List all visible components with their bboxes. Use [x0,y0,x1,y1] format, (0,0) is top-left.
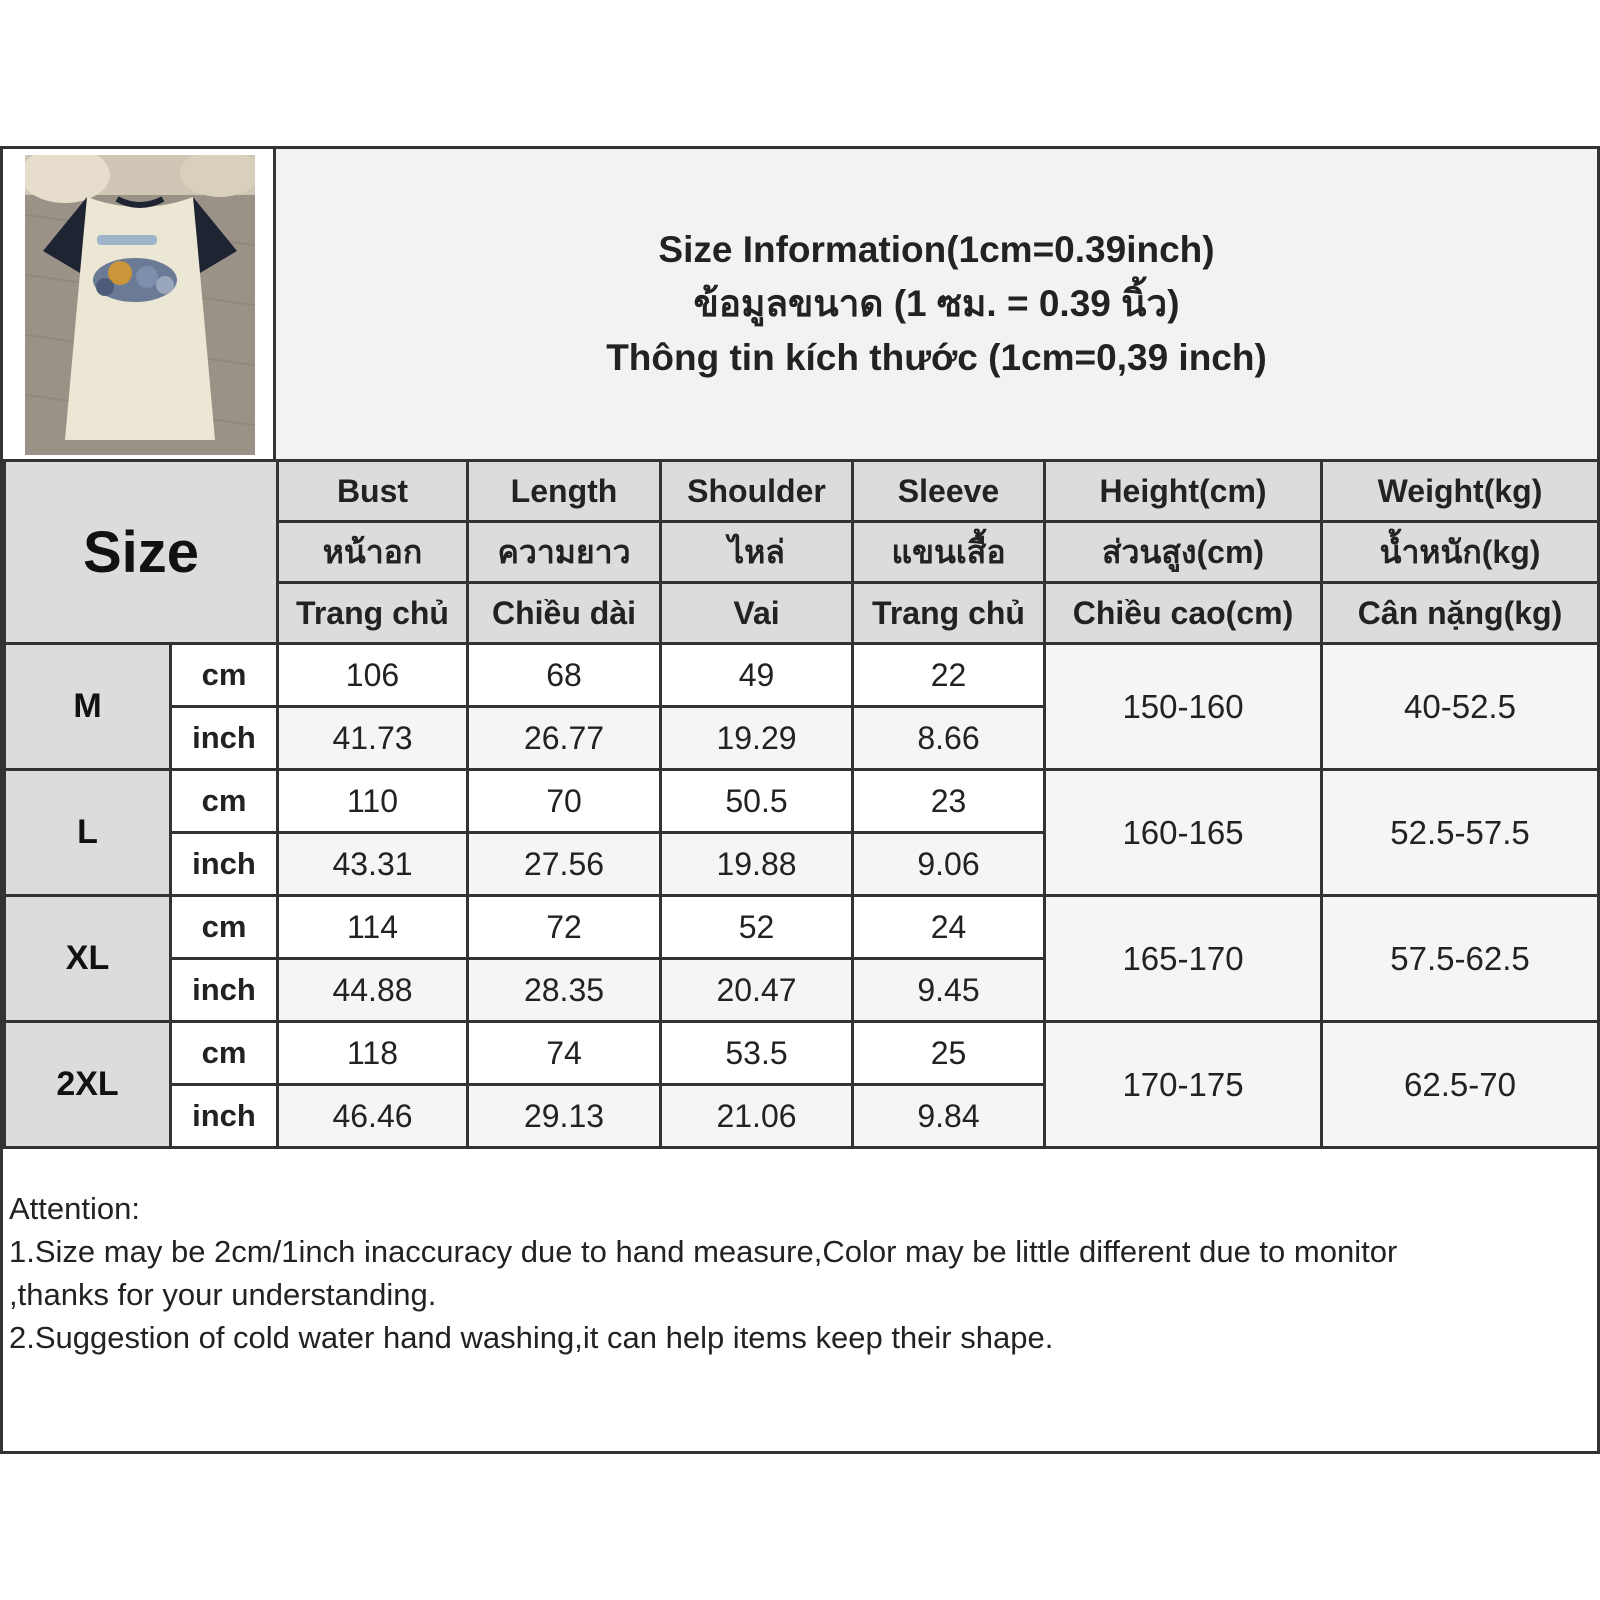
size-name-m: M [5,644,171,770]
height-range-m: 150-160 [1045,644,1322,770]
table-row [5,644,1599,707]
header-row-english [5,461,1599,522]
column-header-length-vi: Chiều dài [468,583,661,644]
title-english: Size Information(1cm=0.39inch) [658,229,1215,270]
sleeve-inch-2xl: 9.84 [853,1085,1045,1148]
column-header-bust: Bust [278,461,468,522]
attention-notes [9,1187,1589,1443]
length-cm-m: 68 [468,644,661,707]
title-vietnamese: Thông tin kích thước (1cm=0,39 inch) [606,337,1267,378]
shoulder-inch-m: 19.29 [661,707,853,770]
column-header-weight-vi: Cân nặng(kg) [1322,583,1599,644]
unit-inch: inch [171,707,278,770]
sleeve-inch-l: 9.06 [853,833,1045,896]
size-name-xl: XL [5,896,171,1022]
sleeve-cm-m: 22 [853,644,1045,707]
shoulder-inch-2xl: 21.06 [661,1085,853,1148]
unit-inch: inch [171,1085,278,1148]
length-inch-xl: 28.35 [468,959,661,1022]
length-cm-xl: 72 [468,896,661,959]
column-header-length-thai: ความยาว [468,522,661,583]
weight-range-2xl: 62.5-70 [1322,1022,1599,1148]
column-header-height-vi: Chiều cao(cm) [1045,583,1322,644]
column-header-length: Length [468,461,661,522]
note-line-2: ,thanks for your understanding. [9,1277,437,1312]
bust-inch-xl: 44.88 [278,959,468,1022]
length-inch-m: 26.77 [468,707,661,770]
bust-cm-2xl: 118 [278,1022,468,1085]
height-range-xl: 165-170 [1045,896,1322,1022]
unit-cm: cm [171,770,278,833]
size-chart [0,146,1600,1454]
column-header-weight-thai: น้ำหนัก(kg) [1322,522,1599,583]
sleeve-cm-l: 23 [853,770,1045,833]
sleeve-cm-xl: 24 [853,896,1045,959]
column-header-height-thai: ส่วนสูง(cm) [1045,522,1322,583]
note-line-1: 1.Size may be 2cm/1inch inaccuracy due to hand measure,Color may be little different due to monitor [9,1234,1398,1269]
size-name-2xl: 2XL [5,1022,171,1148]
table-row [5,896,1599,959]
bust-inch-2xl: 46.46 [278,1085,468,1148]
column-header-height: Height(cm) [1045,461,1322,522]
title-cell [276,149,1597,459]
column-header-sleeve-thai: แขนเสื้อ [853,522,1045,583]
bust-cm-l: 110 [278,770,468,833]
notes-heading: Attention: [9,1191,140,1226]
height-range-2xl: 170-175 [1045,1022,1322,1148]
length-inch-2xl: 29.13 [468,1085,661,1148]
size-name-l: L [5,770,171,896]
length-inch-l: 27.56 [468,833,661,896]
unit-cm: cm [171,644,278,707]
table-row [5,1022,1599,1085]
shoulder-cm-m: 49 [661,644,853,707]
shoulder-cm-xl: 52 [661,896,853,959]
unit-cm: cm [171,1022,278,1085]
column-header-shoulder-vi: Vai [661,583,853,644]
unit-inch: inch [171,833,278,896]
shoulder-inch-l: 19.88 [661,833,853,896]
size-table [3,459,1600,1149]
column-header-bust-vi: Trang chủ [278,583,468,644]
column-header-weight: Weight(kg) [1322,461,1599,522]
sleeve-cm-2xl: 25 [853,1022,1045,1085]
column-header-sleeve: Sleeve [853,461,1045,522]
weight-range-xl: 57.5-62.5 [1322,896,1599,1022]
shoulder-cm-2xl: 53.5 [661,1022,853,1085]
shoulder-inch-xl: 20.47 [661,959,853,1022]
unit-cm: cm [171,896,278,959]
product-photo [25,155,255,455]
title-thai: ข้อมูลขนาด (1 ซม. = 0.39 นิ้ว) [693,283,1180,324]
weight-range-m: 40-52.5 [1322,644,1599,770]
bust-inch-m: 41.73 [278,707,468,770]
bust-inch-l: 43.31 [278,833,468,896]
column-header-shoulder: Shoulder [661,461,853,522]
header-row [3,149,1597,459]
table-row [5,770,1599,833]
product-photo-cell [3,149,276,459]
shoulder-cm-l: 50.5 [661,770,853,833]
bust-cm-xl: 114 [278,896,468,959]
size-column-header: Size [5,461,278,644]
sleeve-inch-xl: 9.45 [853,959,1045,1022]
length-cm-2xl: 74 [468,1022,661,1085]
bust-cm-m: 106 [278,644,468,707]
column-header-sleeve-vi: Trang chủ [853,583,1045,644]
column-header-shoulder-thai: ไหล่ [661,522,853,583]
length-cm-l: 70 [468,770,661,833]
height-range-l: 160-165 [1045,770,1322,896]
column-header-bust-thai: หน้าอก [278,522,468,583]
unit-inch: inch [171,959,278,1022]
weight-range-l: 52.5-57.5 [1322,770,1599,896]
sleeve-inch-m: 8.66 [853,707,1045,770]
note-line-3: 2.Suggestion of cold water hand washing,it can help items keep their shape. [9,1320,1054,1355]
